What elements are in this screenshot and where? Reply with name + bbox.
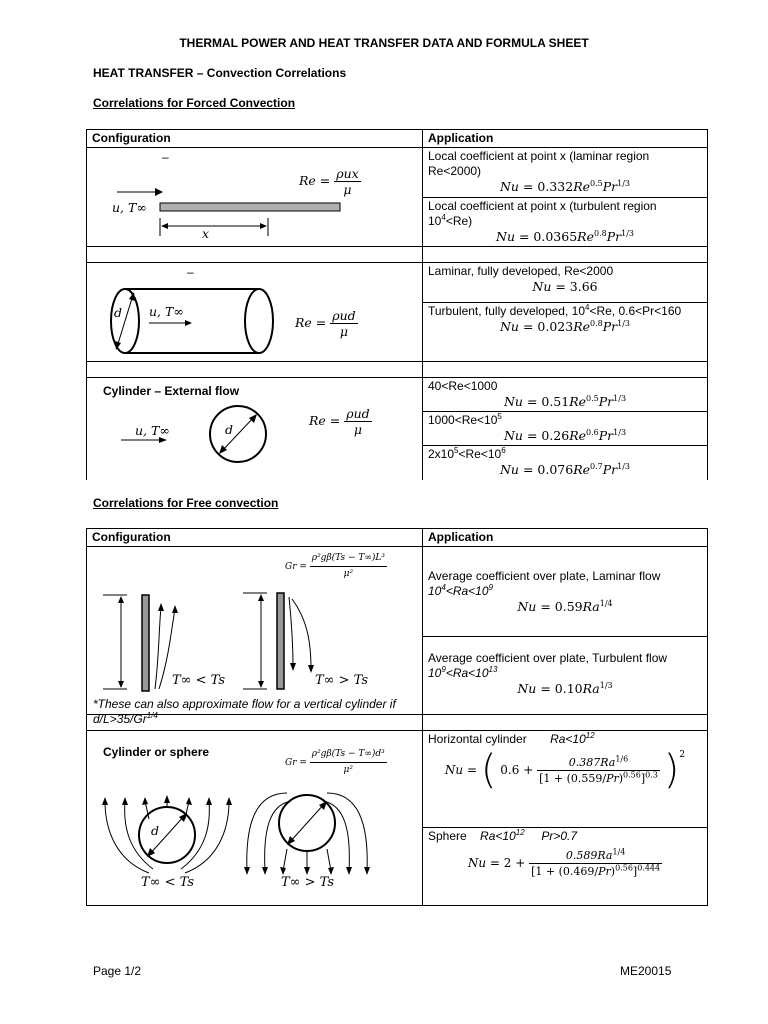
vertical-plate-config <box>87 547 423 726</box>
re-den: μ <box>353 422 363 437</box>
free-laminar-range: $10^4<Ra<10^9$ <box>428 583 493 598</box>
pipe-reynolds <box>295 308 358 339</box>
cyl-sphere-right-caption: T∞ > Ts <box>281 875 335 890</box>
pipe-turbulent-text: Turbulent, fully developed, $10^4<Re$, 0.6<Pr<160 <box>428 303 682 319</box>
re-num: ρud <box>346 406 370 421</box>
gr-lhs: Gr = <box>285 758 307 768</box>
re-lhs: Re = <box>299 173 331 188</box>
free-plate-row-laminar <box>423 547 708 637</box>
free-laminar-text: Average coefficient over plate, Laminar flow <box>428 569 661 583</box>
re-num: ρud <box>332 308 356 323</box>
cyl-row-2-eq: $Nu = 0.26Re^{0.6}Pr^{1/3}$ <box>503 427 627 443</box>
plate-flow-label: u, T∞ <box>112 200 147 215</box>
plate-row-laminar <box>423 148 708 198</box>
re-lhs: Re = <box>295 315 327 330</box>
pipe-dash: – <box>187 265 194 279</box>
re-num: ρux <box>336 166 359 181</box>
sphere-label: Sphere <box>428 828 467 843</box>
sphere-header <box>428 829 702 844</box>
pipe-row-turbulent <box>423 303 708 362</box>
horizontal-cylinder-row <box>423 731 708 828</box>
free-heading: Correlations for Free convection <box>93 496 279 510</box>
horizontal-cylinder-label: Horizontal cylinder <box>428 732 527 746</box>
free-plate-row-turbulent <box>423 637 708 715</box>
free-plate-left-caption: T∞ < Ts <box>172 673 226 688</box>
cyl-sphere-left-caption: T∞ < Ts <box>141 875 195 890</box>
plate-laminar-text: Local coefficient at point x (laminar region Re<2000) <box>428 149 650 178</box>
plate-dash: – <box>162 150 169 164</box>
page-number: Page 1/2 <box>93 964 142 978</box>
gr-lhs: Gr = <box>285 562 307 572</box>
cyl-row-2 <box>423 412 708 446</box>
plate-x-label: x <box>202 226 210 241</box>
free-turbulent-text: Average coefficient over plate, Turbulent flow <box>428 651 668 665</box>
free-col-app: Application <box>423 529 708 547</box>
pipe-diagram <box>87 263 423 361</box>
gr-num: ρ²gβ(Ts − T∞)L³ <box>310 551 387 567</box>
cyl-row-1 <box>423 378 708 412</box>
horizontal-cylinder-header <box>428 732 702 747</box>
cylinder-external-label: Cylinder – External flow <box>103 384 240 398</box>
gr-den: μ² <box>343 569 354 579</box>
re-den: μ <box>343 182 352 197</box>
free-convection-table <box>86 528 708 906</box>
re-den: μ <box>339 324 349 339</box>
sphere-row <box>423 827 708 905</box>
pipe-turbulent-eq: $Nu = 0.023Re^{0.8}Pr^{1/3}$ <box>499 319 630 335</box>
pipe-d-label: d <box>114 305 123 320</box>
pipe-laminar-text: Laminar, fully developed, Re<2000 <box>428 264 614 278</box>
cylinder-d-label: d <box>225 422 234 437</box>
free-turbulent-eq: $Nu = 0.10Ra^{1/3}$ <box>517 680 613 696</box>
free-turbulent-range: $10^9<Ra<10^{13}$ <box>428 665 498 680</box>
vertical-plate-diagram <box>87 547 423 713</box>
cyl-row-3-eq: $Nu = 0.076Re^{0.7}Pr^{1/3}$ <box>499 461 630 477</box>
horizontal-cylinder-eq: Nu = ( 0.6 + $\frac{0.387Ra^{1/6}}{[1 + (0.559/Pr)^{0.56}]^{0.3}}$ )$^2$ <box>444 747 686 793</box>
sheet-title: THERMAL POWER AND HEAT TRANSFER DATA AND FORMULA SHEET <box>179 36 589 50</box>
horizontal-cylinder-range: $Ra<10^{12}$ <box>550 731 595 746</box>
plate-turbulent-eq: $Nu = 0.0365Re^{0.8}Pr^{1/3}$ <box>496 228 634 244</box>
free-laminar-eq: $Nu = 0.59Ra^{1/4}$ <box>517 598 613 614</box>
cyl-row-2-text: $1000<Re<10^5$ <box>428 412 502 427</box>
course-code: ME20015 <box>620 964 672 978</box>
cyl-sphere-d-label: d <box>151 823 160 838</box>
cyl-row-3 <box>423 446 708 480</box>
re-lhs: Re = <box>309 413 341 428</box>
plate-turbulent-text: Local coefficient at point x (turbulent region $10^4<Re$) <box>428 198 657 228</box>
cyl-row-1-eq: $Nu = 0.51Re^{0.5}Pr^{1/3}$ <box>503 393 627 409</box>
free-plate-right-caption: T∞ > Ts <box>315 673 369 688</box>
gr-num: ρ²gβ(Ts − T∞)d³ <box>310 747 387 763</box>
pipe-flow-label: u, T∞ <box>149 304 184 319</box>
cylinder-sphere-config <box>87 731 423 906</box>
section-title: HEAT TRANSFER – Convection Correlations <box>93 66 347 80</box>
forced-heading: Correlations for Forced Convection <box>93 96 296 110</box>
flat-plate-diagram <box>87 148 423 246</box>
sphere-range2: Pr>0.7 <box>541 828 578 843</box>
forced-convection-table <box>86 129 708 480</box>
cylinder-external-config <box>87 378 423 480</box>
sphere-range: $Ra<10^{12}$ <box>480 827 525 843</box>
flat-plate-config <box>87 148 423 247</box>
forced-col-config: Configuration <box>87 130 423 148</box>
vertical-cylinder-note: *These can also approximate flow for a vertical cylinder if $d/L>35/Gr^{1/4}$ <box>93 697 396 726</box>
cyl-row-3-text: $2x10^5<Re<10^6$ <box>428 446 506 461</box>
pipe-config <box>87 263 423 362</box>
plate-row-turbulent <box>423 197 708 247</box>
cylinder-reynolds <box>309 406 372 437</box>
cyl-row-1-text: 40<Re<1000 <box>428 379 498 393</box>
cylinder-sphere-diagram <box>87 731 423 905</box>
sphere-eq: Nu = 2 + $\frac{0.589Ra^{1/4}}{[1 + (0.469/Pr)^{0.56}]^{0.444}}$ <box>467 846 661 878</box>
free-col-config: Configuration <box>87 529 423 547</box>
cylinder-sphere-label: Cylinder or sphere <box>103 745 210 759</box>
cylinder-flow-label: u, T∞ <box>135 423 170 438</box>
forced-col-app: Application <box>423 130 708 148</box>
plate-laminar-eq: $Nu = 0.332Re^{0.5}Pr^{1/3}$ <box>499 178 630 194</box>
pipe-laminar-eq: Nu = 3.66 <box>532 279 598 294</box>
gr-den: μ² <box>343 765 353 775</box>
pipe-row-laminar <box>423 263 708 303</box>
